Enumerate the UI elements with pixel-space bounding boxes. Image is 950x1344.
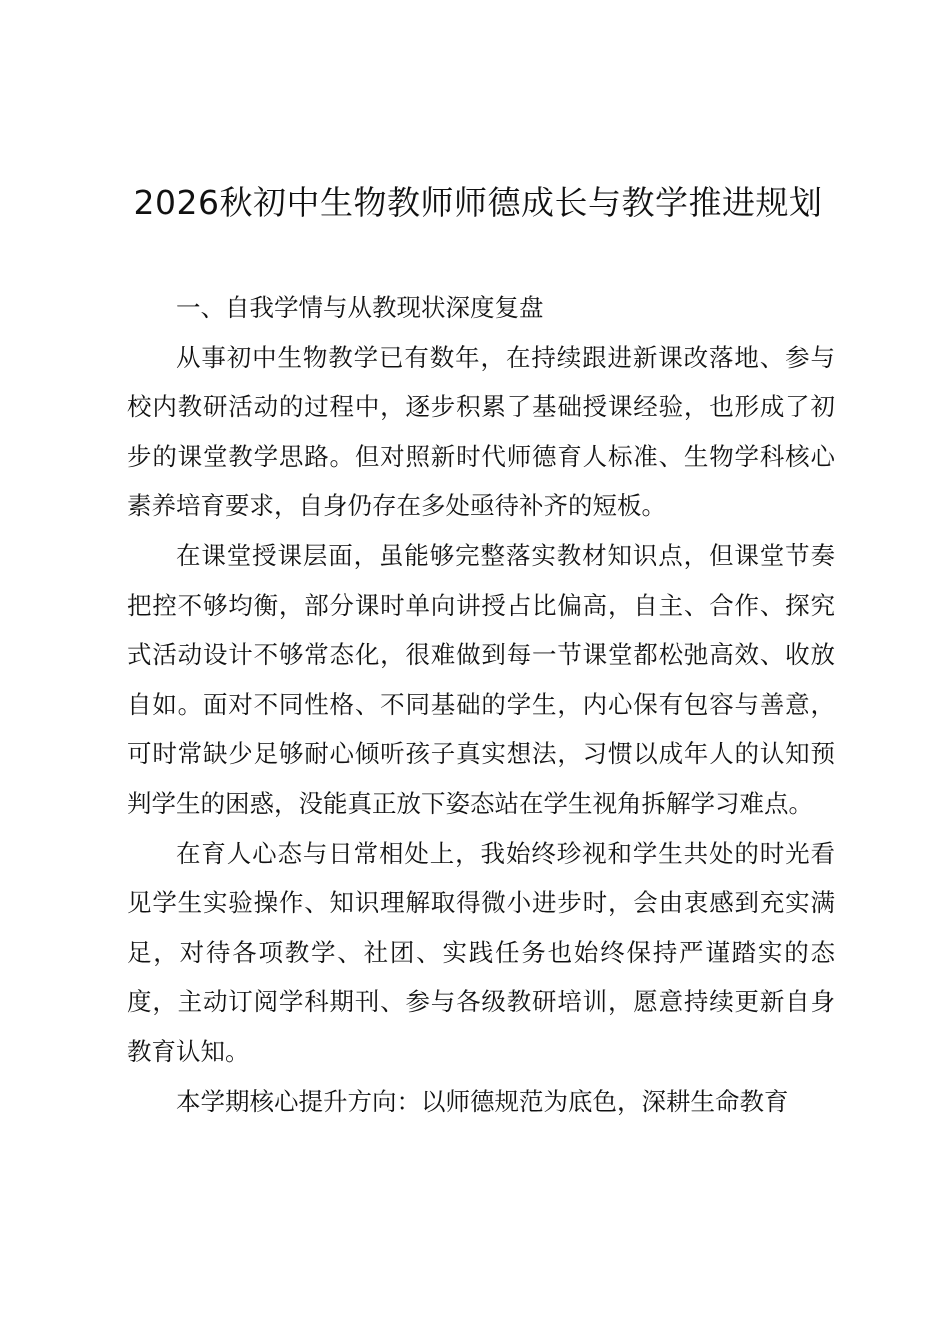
paragraph: 本学期核心提升方向：以师德规范为底色，深耕生命教育 bbox=[176, 1086, 789, 1116]
paragraph: 在课堂授课层面，虽能够完整落实教材知识点，但课堂节奏把控不够均衡，部分课时单向讲授占比偏高，自主、合作、探究式活动设计不够常态化，很难做到每一节课堂都松弛高效、收放自如。面对不同性格、不同基础的学生，内心保有包容与善意，可时常缺少足够耐心倾听孩子真实想法，习惯以成年人的认知预判学生的困惑，没能真正放下姿态站在学生视角拆解学习难点。 bbox=[127, 540, 835, 818]
paragraph: 从事初中生物教学已有数年，在持续跟进新课改落地、参与校内教研活动的过程中，逐步积累了基础授课经验，也形成了初步的课堂教学思路。但对照新时代师德育人标准、生物学科核心素养培育要求，自身仍存在多处亟待补齐的短板。 bbox=[127, 342, 835, 521]
document-title: 2026秋初中生物教师师德成长与教学推进规划 bbox=[133, 183, 823, 222]
paragraph: 在育人心态与日常相处上，我始终珍视和学生共处的时光看见学生实验操作、知识理解取得微小进步时，会由衷感到充实满足，对待各项教学、社团、实践任务也始终保持严谨踏实的态度，主动订阅学科期刊、参与各级教研培训，愿意持续更新自身教育认知。 bbox=[127, 838, 835, 1066]
document-body bbox=[127, 283, 835, 1126]
section-heading: 一、自我学情与从教现状深度复盘 bbox=[176, 293, 544, 322]
